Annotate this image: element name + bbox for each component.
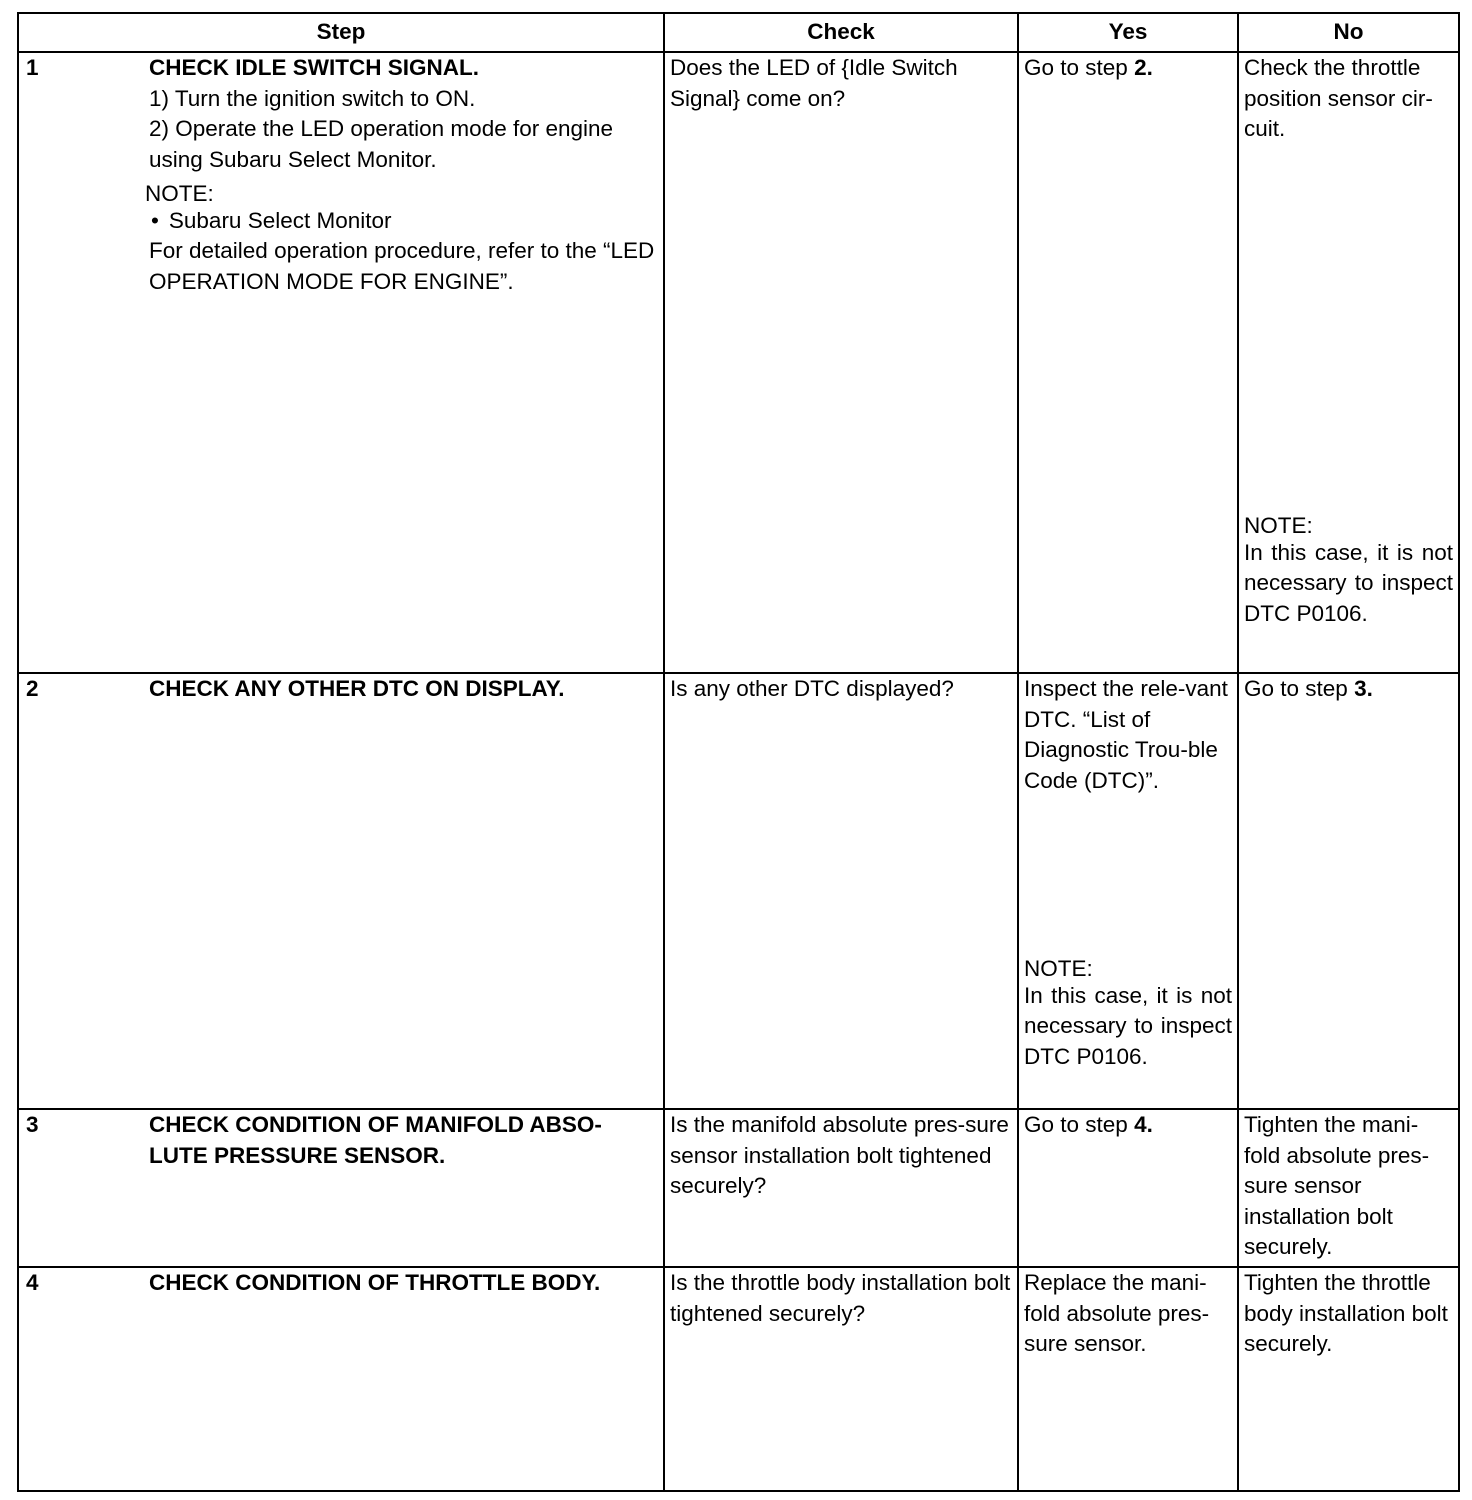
step-title: CHECK ANY OTHER DTC ON DISPLAY. xyxy=(149,676,565,701)
table-row xyxy=(18,673,1459,1109)
step-cell xyxy=(18,52,664,673)
yes-cell xyxy=(1018,52,1238,673)
yes-step-ref: 2. xyxy=(1134,55,1153,80)
yes-step-ref: 4. xyxy=(1134,1112,1153,1137)
check-text: Is any other DTC displayed? xyxy=(670,676,954,701)
no-text: Tighten the mani-fold absolute pres-sure sensor installation bolt securely. xyxy=(1244,1112,1430,1259)
no-step-ref: 3. xyxy=(1354,676,1373,701)
yes-note-text: In this case, it is not necessary to inspect DTC P0106. xyxy=(1024,982,1232,1069)
yes-text: Inspect the rele-vant DTC. “List of Diagnostic Trou-ble Code (DTC)”. xyxy=(1024,676,1228,793)
step-number: 3 xyxy=(26,1112,39,1137)
step-line: 2) Operate the LED operation mode for engine using Subaru Select Monitor. xyxy=(149,116,614,172)
step-title: CHECK IDLE SWITCH SIGNAL. xyxy=(149,55,479,80)
table-row xyxy=(18,1109,1459,1267)
table-row xyxy=(18,52,1459,673)
check-cell xyxy=(664,1267,1018,1491)
step-cell xyxy=(18,1267,664,1491)
step-cell xyxy=(18,673,664,1109)
step-title: CHECK CONDITION OF THROTTLE BODY. xyxy=(149,1270,601,1295)
check-cell xyxy=(664,673,1018,1109)
yes-cell xyxy=(1018,673,1238,1109)
check-text: Does the LED of {Idle Switch Signal} come on? xyxy=(670,55,958,111)
table-row xyxy=(18,1267,1459,1491)
yes-cell xyxy=(1018,1109,1238,1267)
check-cell xyxy=(664,1109,1018,1267)
no-text: Go to step xyxy=(1244,676,1355,701)
yes-text: Go to step xyxy=(1024,55,1135,80)
header-yes: Yes xyxy=(1018,13,1238,52)
no-cell xyxy=(1238,52,1459,673)
no-note-text: In this case, it is not necessary to inspect DTC P0106. xyxy=(1244,539,1453,626)
step-number: 2 xyxy=(26,676,39,701)
header-step: Step xyxy=(18,13,664,52)
step-title: CHECK CONDITION OF MANIFOLD ABSO-LUTE PRESSURE SENSOR. xyxy=(149,1112,602,1168)
no-cell xyxy=(1238,673,1459,1109)
step-line: 1) Turn the ignition switch to ON. xyxy=(149,85,476,111)
check-cell xyxy=(664,52,1018,673)
diagnostic-procedure-table xyxy=(17,12,1460,1492)
no-text: Tighten the throttle body installation bolt securely. xyxy=(1244,1270,1448,1356)
note-bullet: • Subaru Select Monitor xyxy=(149,206,658,237)
header-no: No xyxy=(1238,13,1459,52)
step-number: 1 xyxy=(26,55,39,80)
note-text: For detailed operation procedure, refer to the “LED OPERATION MODE FOR ENGINE”. xyxy=(149,238,655,294)
header-check: Check xyxy=(664,13,1018,52)
yes-text: Replace the mani-fold absolute pres-sure sensor. xyxy=(1024,1270,1210,1356)
step-cell xyxy=(18,1109,664,1267)
no-text: Check the throttle position sensor cir-cuit. xyxy=(1244,55,1433,141)
step-number: 4 xyxy=(26,1270,39,1295)
yes-cell xyxy=(1018,1267,1238,1491)
check-text: Is the throttle body installation bolt tightened securely? xyxy=(670,1270,1011,1326)
yes-text: Go to step xyxy=(1024,1112,1135,1137)
no-cell xyxy=(1238,1267,1459,1491)
check-text: Is the manifold absolute pres-sure sensor installation bolt tightened securely? xyxy=(670,1112,1009,1198)
note-label: NOTE: xyxy=(145,181,214,206)
yes-note-label: NOTE: xyxy=(1024,956,1093,981)
no-cell xyxy=(1238,1109,1459,1267)
table-header-row xyxy=(18,13,1459,52)
no-note-label: NOTE: xyxy=(1244,513,1313,538)
